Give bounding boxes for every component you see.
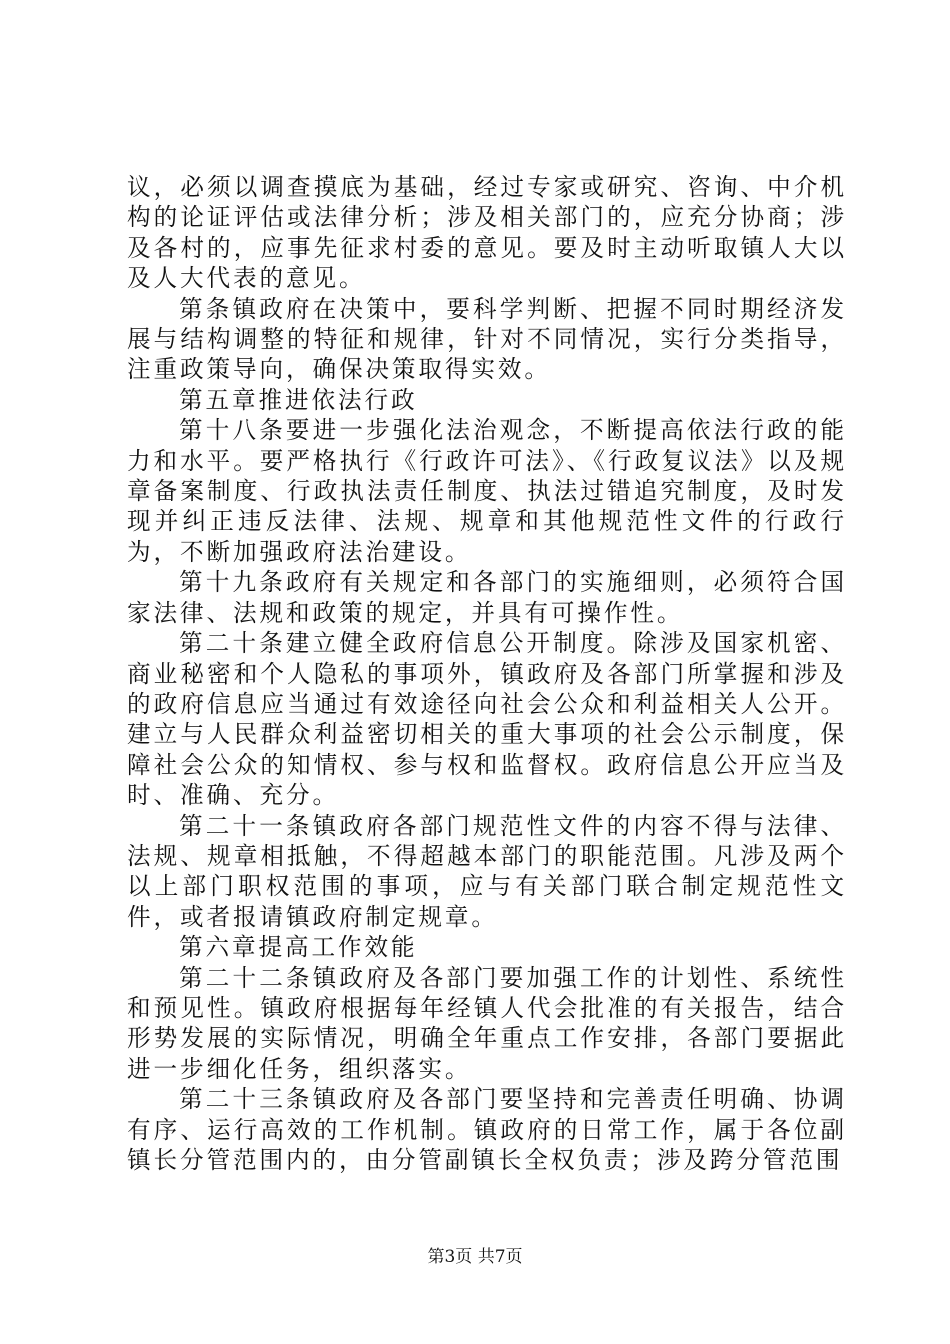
paragraph: 第二十条建立健全政府信息公开制度。除涉及国家机密、商业秘密和个人隐私的事项外，镇政府及各部门所掌握和涉及的政府信息应当通过有效途径向社会公众和利益相关人公开。建立与人民群众利益密切相关的重大事项的社会公示制度，保障社会公众的知情权、参与权和监督权。政府信息公开应当及时、准确、充分。: [127, 629, 847, 810]
chapter-heading: 第六章提高工作效能: [179, 933, 418, 962]
paragraph: 第二十二条镇政府及各部门要加强工作的计划性、系统性和预见性。镇政府根据每年经镇人代会批准的有关报告，结合形势发展的实际情况，明确全年重点工作安排，各部门要据此进一步细化任务，组织落实。: [127, 963, 847, 1083]
paragraph: 第十九条政府有关规定和各部门的实施细则，必须符合国家法律、法规和政策的规定，并具有可操作性。: [127, 568, 847, 627]
document-body: [127, 172, 847, 1175]
paragraph: 第条镇政府在决策中，要科学判断、把握不同时期经济发展与结构调整的特征和规律，针对不同情况，实行分类指导，注重政策导向，确保决策取得实效。: [127, 294, 847, 384]
chapter-heading: 第五章推进依法行政: [179, 385, 418, 414]
paragraph: 议，必须以调查摸底为基础，经过专家或研究、咨询、中介机构的论证评估或法律分析；涉及相关部门的，应充分协商；涉及各村的，应事先征求村委的意见。要及时主动听取镇人大以及人大代表的意见。: [127, 173, 847, 293]
paragraph: 第二十一条镇政府各部门规范性文件的内容不得与法律、法规、规章相抵触，不得超越本部门的职能范围。凡涉及两个以上部门职权范围的事项，应与有关部门联合制定规范性文件，或者报请镇政府制定规章。: [127, 811, 847, 931]
paragraph: 第二十三条镇政府及各部门要坚持和完善责任明确、协调有序、运行高效的工作机制。镇政府的日常工作，属于各位副镇长分管范围内的，由分管副镇长全权负责；涉及跨分管范围: [127, 1085, 847, 1174]
page-number-footer: 第3页 共7页: [427, 1247, 523, 1267]
paragraph: 第十八条要进一步强化法治观念，不断提高依法行政的能力和水平。要严格执行《行政许可法》、《行政复议法》以及规章备案制度、行政执法责任制度、执法过错追究制度，及时发现并纠正违反法律、法规、规章和其他规范性文件的行政行为，不断加强政府法治建设。: [127, 416, 847, 566]
